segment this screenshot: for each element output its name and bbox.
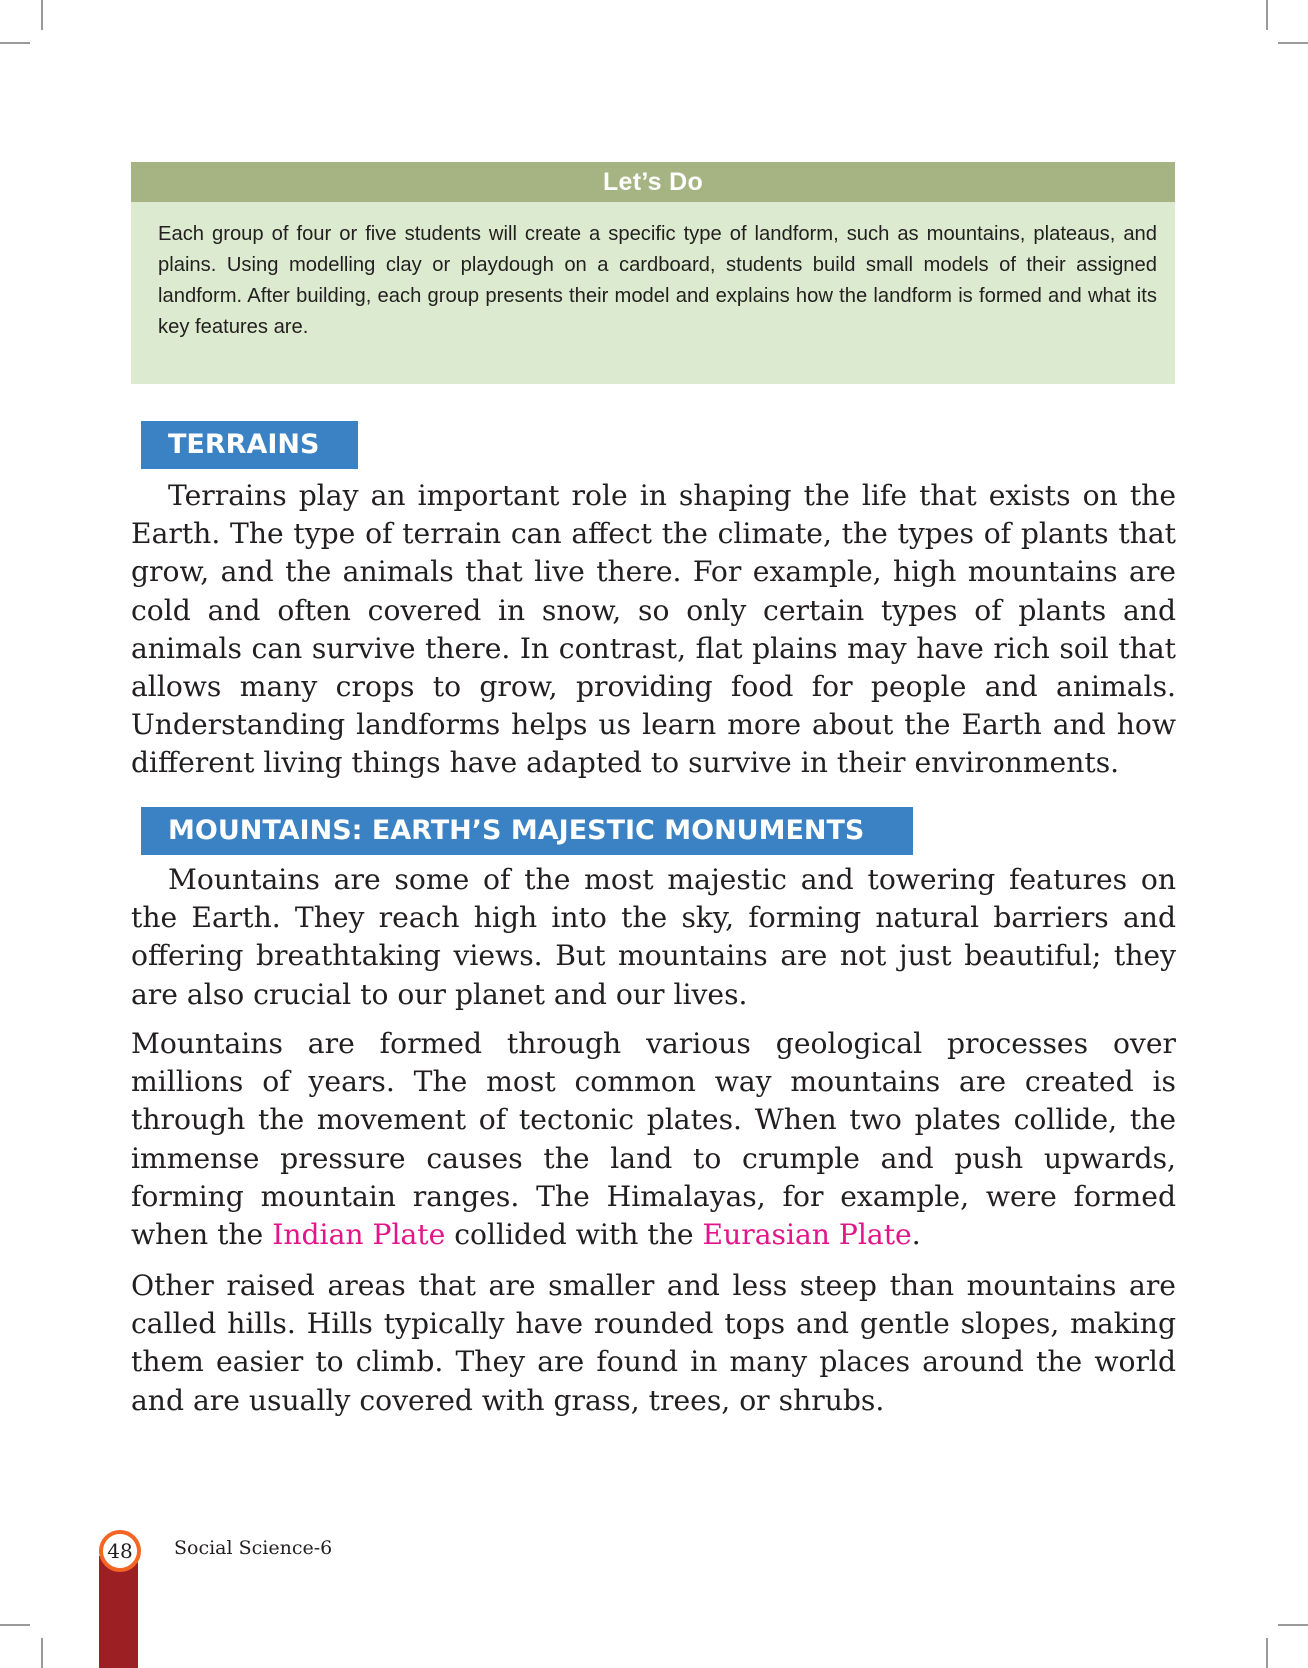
crop-mark bbox=[1278, 1624, 1308, 1626]
mountains-paragraph-2 bbox=[131, 1025, 1176, 1254]
section-heading-mountains: MOUNTAINS: EARTH’S MAJESTIC MONUMENTS bbox=[141, 807, 913, 855]
crop-mark bbox=[0, 1624, 30, 1626]
terrains-paragraph: Terrains play an important role in shaping the life that exists on the Earth. The type of terrain can affect the climate, the types of plants that grow, and the animals that live there. For example, high mountains are cold and often covered in snow, so only certain types of plants and animals can survive there. In contrast, flat plains may have rich soil that allows many crops to grow, providing food for people and animals. Understanding landforms helps us learn more about the Earth and how different living things have adapted to survive in their environments. bbox=[131, 479, 1176, 780]
section-heading-terrains: TERRAINS bbox=[141, 421, 358, 469]
crop-mark bbox=[41, 1638, 43, 1668]
activity-box bbox=[131, 162, 1175, 384]
paragraph-text: . bbox=[911, 1218, 921, 1252]
crop-mark bbox=[1278, 42, 1308, 44]
term-indian-plate: Indian Plate bbox=[272, 1218, 446, 1252]
activity-text: Each group of four or five students will create a specific type of landform, such as mountains, plateaus, and plains. Using modelling clay or playdough on a cardboard, students build small models of their assigned landform. After building, each group presents their model and explains how the landform is formed and what its key features are. bbox=[158, 223, 1157, 338]
crop-mark bbox=[41, 0, 43, 30]
crop-mark bbox=[0, 42, 30, 44]
term-eurasian-plate: Eurasian Plate bbox=[702, 1218, 912, 1252]
page-tab bbox=[99, 1556, 138, 1668]
paragraph-text: collided with the bbox=[454, 1218, 694, 1252]
mountains-paragraph-3: Other raised areas that are smaller and less steep than mountains are called hills. Hills typically have rounded tops and gentle slopes, making them easier to climb. They are found in many places around the world and are usually covered with grass, trees, or shrubs. bbox=[131, 1269, 1176, 1417]
book-title: Social Science-6 bbox=[174, 1537, 333, 1559]
activity-title: Let’s Do bbox=[131, 162, 1175, 202]
mountains-paragraph-1: Mountains are some of the most majestic and towering features on the Earth. They reach high into the sky, forming natural barriers and offering breathtaking views. But mountains are not just beautiful; they are also crucial to our planet and our lives. bbox=[131, 863, 1176, 1011]
crop-mark bbox=[1266, 0, 1268, 30]
crop-mark bbox=[1266, 1638, 1268, 1668]
paragraph-text: Mountains are formed through various geological processes over millions of years. The most common way mountains are created is through the movement of tectonic plates. When two plates collide, the immense pressure causes the land to crumple and push upwards, forming mountain ranges. The Himalayas, for example, were formed when the bbox=[131, 1027, 1176, 1252]
page-number: 48 bbox=[99, 1530, 141, 1572]
